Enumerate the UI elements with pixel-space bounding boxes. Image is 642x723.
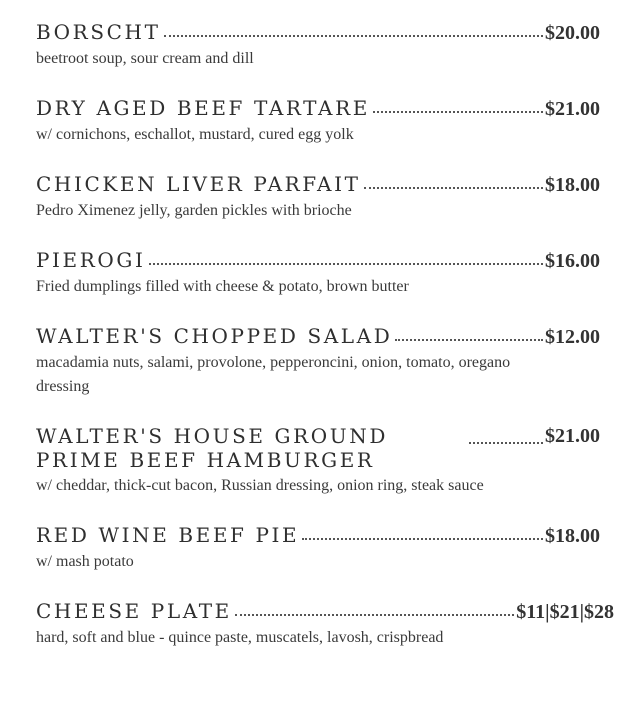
menu-item-header [36,248,600,273]
menu-item [36,20,616,71]
menu-item-description: Fried dumplings filled with cheese & potato, brown butter [36,278,409,295]
menu-item-description: beetroot soup, sour cream and dill [36,50,254,67]
menu-item-description: w/ mash potato [36,553,134,570]
dot-leader [364,187,543,189]
menu-item-price: $20.00 [545,22,600,44]
menu-item [36,523,616,574]
dot-leader [395,339,543,341]
menu-item-description: macadamia nuts, salami, provolone, pepperoncini, onion, tomato, oregano dressing [36,354,511,395]
menu-item-name: WALTER'S HOUSE GROUND PRIME BEEF HAMBURGER [36,424,388,472]
dot-leader [373,111,543,113]
menu-item-description: Pedro Ximenez jelly, garden pickles with brioche [36,202,352,219]
menu-item-description: w/ cornichons, eschallot, mustard, cured egg yolk [36,126,354,143]
menu-item [36,248,616,299]
menu-item [36,599,616,650]
menu-item-price: $18.00 [545,174,600,196]
menu-item [36,172,616,223]
menu-item [36,96,616,147]
menu-item-header [36,172,600,197]
dot-leader [469,442,543,444]
menu-list [36,20,616,675]
menu-item-price: $21.00 [545,425,600,447]
menu-item-price: $21.00 [545,98,600,120]
menu-item-name: CHEESE PLATE [36,599,232,623]
menu-item-header [36,523,600,548]
dot-leader [302,538,543,540]
dot-leader [164,35,543,37]
menu-item-header [36,96,600,121]
menu-item-price: $11|$21|$28 [516,601,614,623]
dot-leader [235,614,514,616]
menu-item-name: DRY AGED BEEF TARTARE [36,96,370,120]
menu-item-name: CHICKEN LIVER PARFAIT [36,172,361,196]
menu-item-name: RED WINE BEEF PIE [36,523,300,547]
menu-item-price: $16.00 [545,250,600,272]
menu-item-header [36,20,600,45]
menu-item-name: PIEROGI [36,248,146,272]
menu-item [36,324,616,399]
menu-item-price: $12.00 [545,326,600,348]
menu-item-header [36,599,614,624]
dot-leader [149,263,544,265]
menu-item-name: WALTER'S CHOPPED SALAD [36,324,393,348]
menu-item-name: BORSCHT [36,20,161,44]
menu-item-header [36,324,600,349]
menu-item-price: $18.00 [545,525,600,547]
menu-item-description: hard, soft and blue - quince paste, muscatels, lavosh, crispbread [36,629,444,646]
menu-item-header [36,424,600,472]
menu-item-description: w/ cheddar, thick-cut bacon, Russian dressing, onion ring, steak sauce [36,477,484,494]
menu-item [36,424,616,498]
